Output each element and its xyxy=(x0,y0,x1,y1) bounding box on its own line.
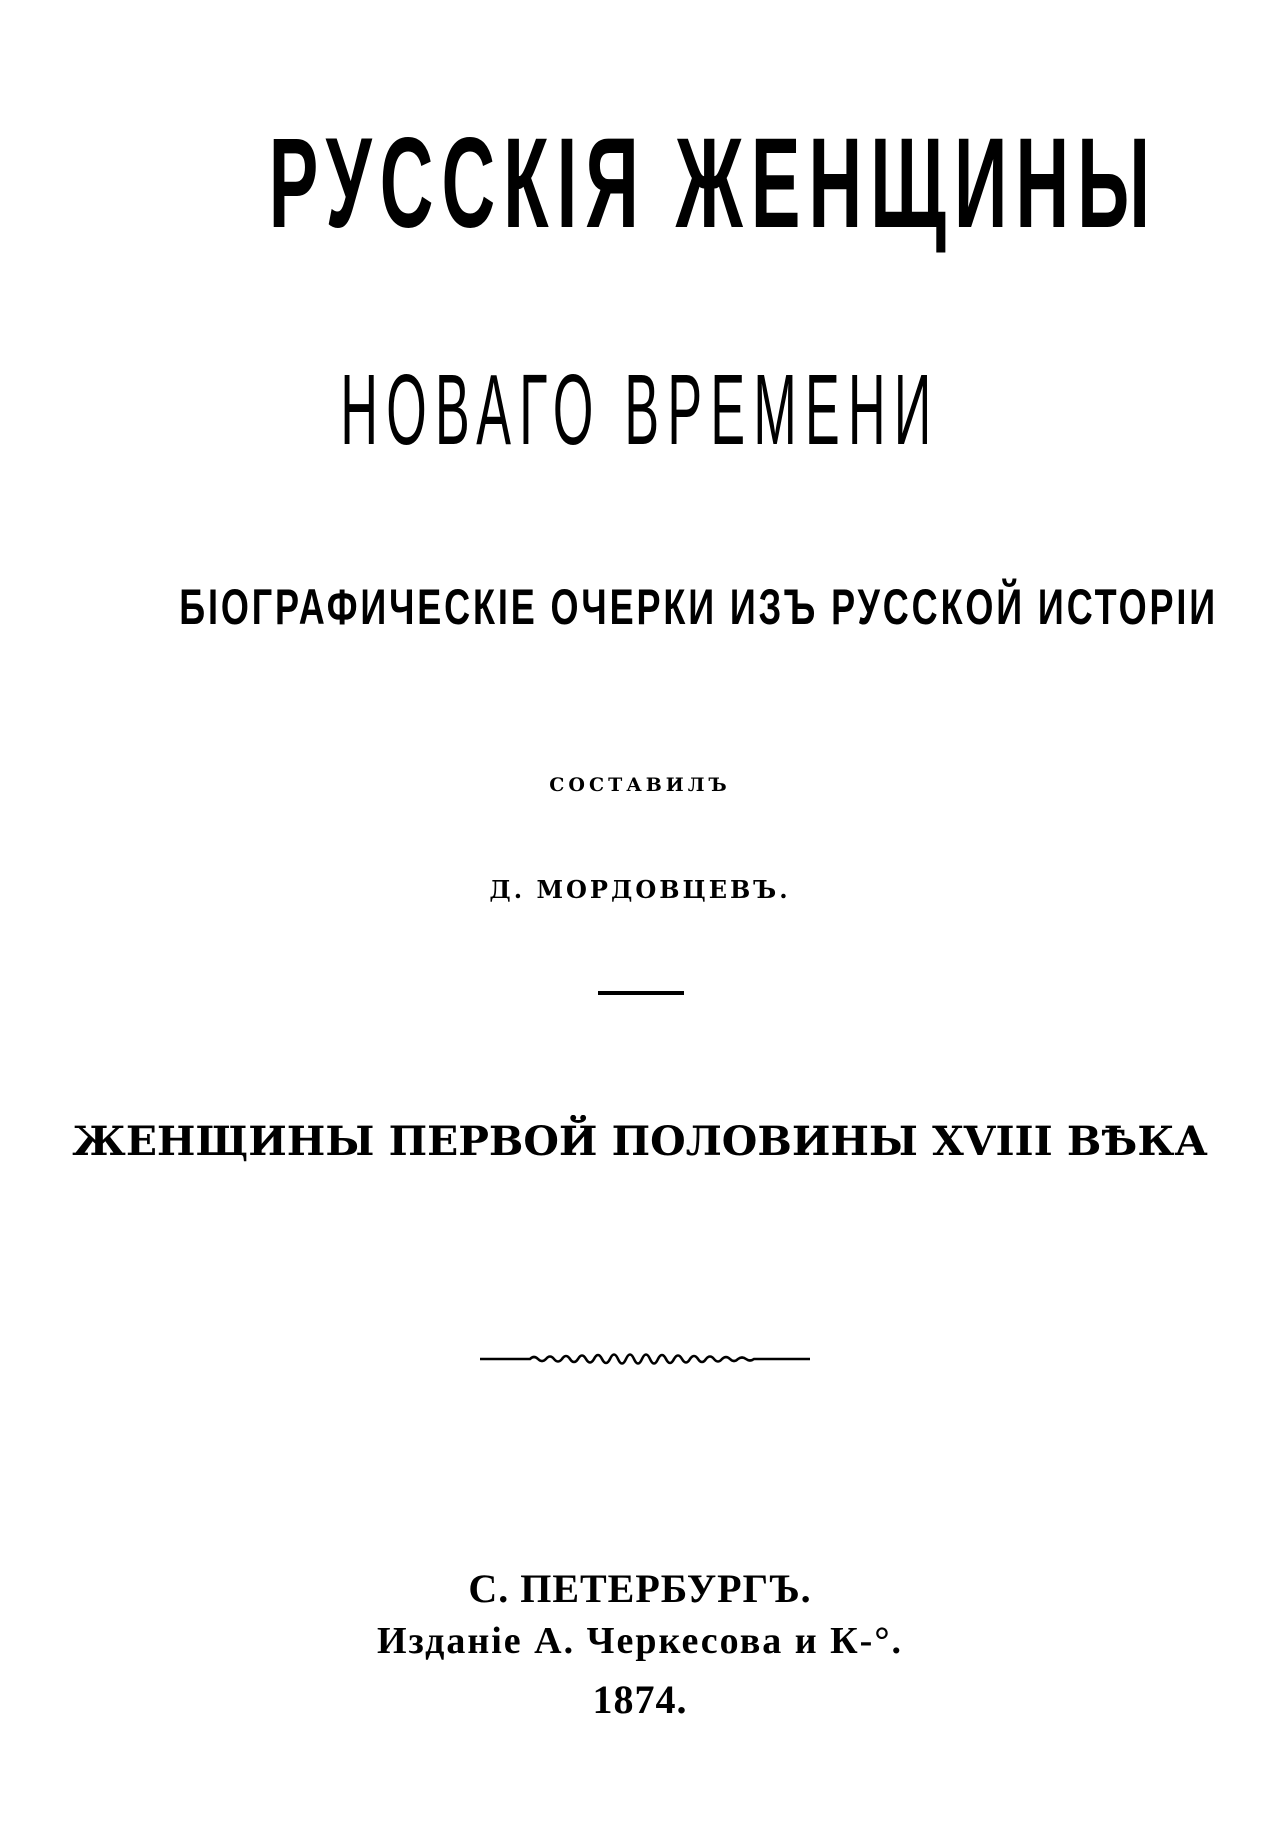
author-name: Д. МОРДОВЦЕВЪ. xyxy=(489,875,791,904)
volume-title: ЖЕНЩИНЫ ПЕРВОЙ ПОЛОВИНЫ XVIII ВѢКА xyxy=(72,1118,1208,1165)
imprint-city: С. ПЕТЕРБУРГЪ. xyxy=(468,1566,812,1611)
compiled-by-label: СОСТАВИЛЪ xyxy=(549,774,731,796)
subtitle: НОВАГО ВРЕМЕНИ xyxy=(340,354,940,466)
imprint-year: 1874. xyxy=(592,1677,688,1722)
main-title: РУССКІЯ ЖЕНЩИНЫ xyxy=(268,112,1159,255)
wavy-ornament-divider xyxy=(480,1347,810,1371)
short-rule-divider xyxy=(598,991,684,995)
description-line: БІОГРАФИЧЕСКІЕ ОЧЕРКИ ИЗЪ РУССКОЙ ИСТОРІИ xyxy=(179,579,1219,635)
imprint-publisher: Изданіе А. Черкесова и К-°. xyxy=(376,1620,904,1662)
